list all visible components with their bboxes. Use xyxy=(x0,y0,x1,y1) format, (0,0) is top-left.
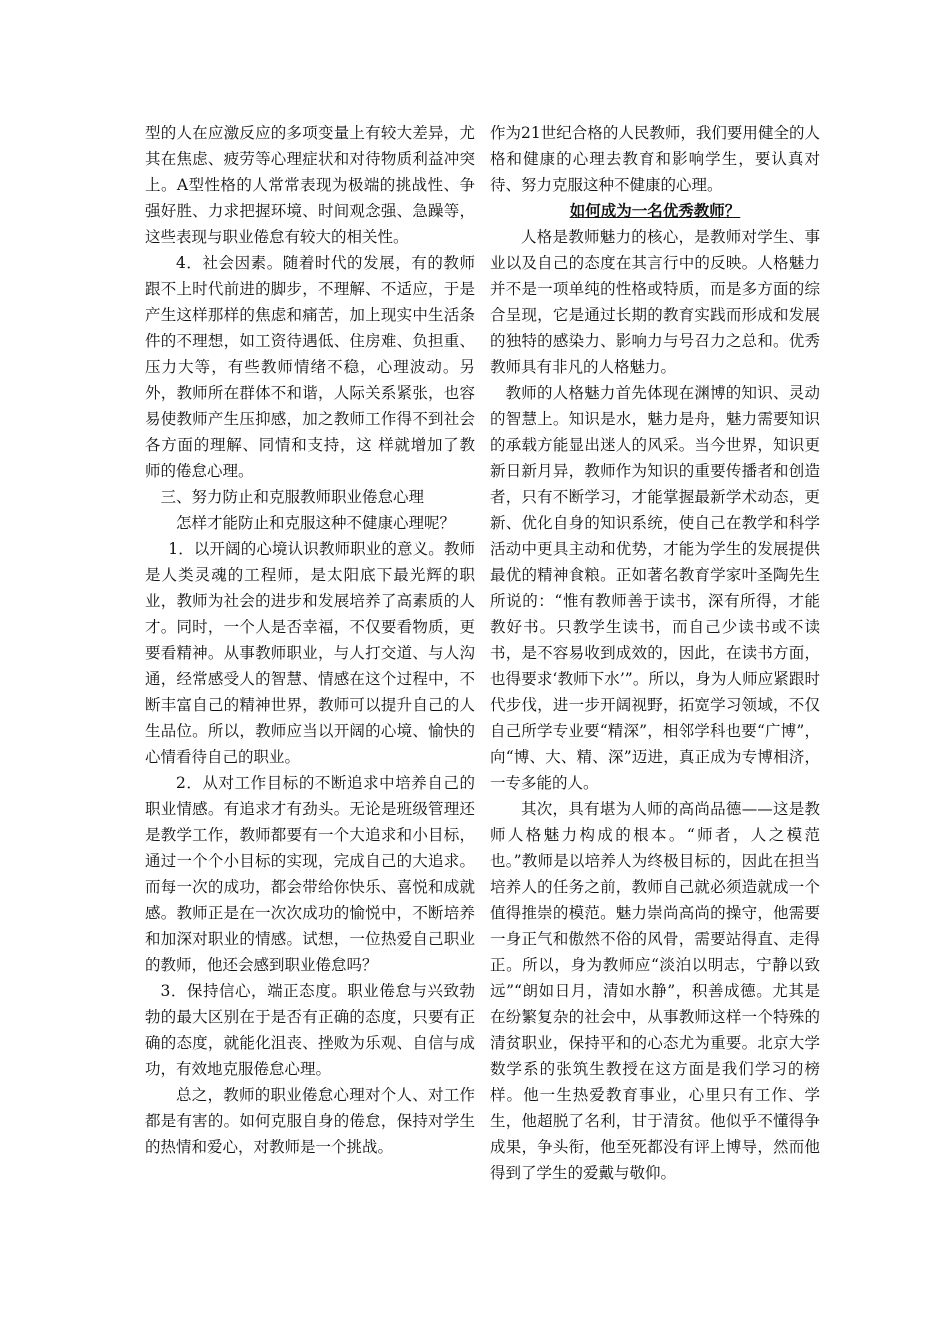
paragraph: 作为21世纪合格的人民教师，我们要用健全的人格和健康的心理去教育和影响学生，要认真对待、努力克服这种不健康的心理。 xyxy=(490,124,820,194)
paragraph: 3．保持信心，端正态度。职业倦怠与兴致勃勃的最大区别在于是否有正确的态度，只要有正确的态度，就能化沮丧、挫败为乐观、自信与成功，有效地克服倦怠心理。 xyxy=(145,982,475,1078)
right-column xyxy=(490,120,820,1186)
paragraph: 4．社会因素。随着时代的发展，有的教师跟不上时代前进的脚步，不理解、不适应，于是产生这样那样的焦虑和痛苦，加上现实中生活条件的不理想，如工资待遇低、住房难、负担重、压力大等，有些教师情绪不稳，心理波动。另外，教师所在群体不和谐，人际关系紧张，也容易使教师产生压抑感，加之教师工作得不到社会各方面的理解、同情和支持，这 样就增加了教师的倦怠心理。 xyxy=(145,254,475,480)
paragraph: 2．从对工作目标的不断追求中培养自己的职业情感。有追求才有劲头。无论是班级管理还是教学工作，教师都要有一个大追求和小目标，通过一个个小目标的实现，完成自己的大追求。而每一次的成功，都会带给你快乐、喜悦和成就感。教师正是在一次次成功的愉悦中，不断培养和加深对职业的情感。试想，一位热爱自己职业的教师，他还会感到职业倦怠吗？ xyxy=(145,774,475,974)
article-title: 如何成为一名优秀教师？ xyxy=(569,201,741,220)
paragraph: 总之，教师的职业倦怠心理对个人、对工作都是有害的。如何克服自身的倦怠，保持对学生的热情和爱心，对教师是一个挑战。 xyxy=(145,1086,475,1156)
section-heading: 三、努力防止和克服教师职业倦怠心理 xyxy=(160,488,425,506)
paragraph: 型的人在应激反应的多项变量上有较大差异，尤其在焦虑、疲劳等心理症状和对待物质利益冲突上。A型性格的人常常表现为极端的挑战性、争强好胜、力求把握环境、时间观念强、急躁等，这些表现与职业倦怠有较大的相关性。 xyxy=(145,124,475,246)
paragraph: 其次，具有堪为人师的高尚品德——这是教师人格魅力构成的根本。“师者，人之模范也。”教师是以培养人为终极目标的，因此在担当培养人的任务之前，教师自己就必须造就成一个值得推崇的模范。魅力崇尚高尚的操守，他需要一身正气和傲然不俗的风骨，需要站得直、走得正。所以，身为教师应“淡泊以明志，宁静以致远”“朗如日月，清如水静”，积善成德。尤其是在纷繁复杂的社会中，从事教师这样一个特殊的清贫职业，保持平和的心态尤为重要。北京大学数学系的张筑生教授在这方面是我们学习的榜样。他一生热爱教育事业，心里只有工作、学生，他超脱了名利，甘于清贫。他似乎不懂得争成果，争头衔，他至死都没有评上博导，然而他得到了学生的爱戴与敬仰。 xyxy=(490,800,820,1182)
paragraph: 人格是教师魅力的核心，是教师对学生、事业以及自己的态度在其言行中的反映。人格魅力并不是一项单纯的性格或特质，而是多方面的综合呈现，它是通过长期的教育实践而形成和发展的独特的感染力、影响力与号召力之总和。优秀教师具有非凡的人格魅力。 xyxy=(490,228,820,376)
left-column xyxy=(145,120,475,1160)
paragraph: 1．以开阔的心境认识教师职业的意义。教师是人类灵魂的工程师，是太阳底下最光辉的职业，教师为社会的进步和发展培养了高素质的人才。同时，一个人是否幸福，不仅要看物质，更要看精神。从事教师职业，与人打交道、与人沟通，经常感受人的智慧、情感在这个过程中，不断丰富自己的精神世界，教师可以提升自己的人生品位。所以，教师应当以开阔的心境、愉快的心情看待自己的职业。 xyxy=(145,540,475,766)
paragraph: 教师的人格魅力首先体现在渊博的知识、灵动的智慧上。知识是水，魅力是舟，魅力需要知识的承载方能显出迷人的风采。当今世界，知识更新日新月异，教师作为知识的重要传播者和创造者，只有不断学习，才能掌握最新学术动态，更新、优化自身的知识系统，使自己在教学和科学活动中更具主动和优势，才能为学生的发展提供最优的精神食粮。正如著名教育学家叶圣陶先生所说的：“惟有教师善于读书，深有所得，才能教好书。只教学生读书，而自己少读书或不读书，是不容易收到成效的，因此，在读书方面，也得要求‘教师下水’”。所以，身为人师应紧跟时代步伐，进一步开阔视野，拓宽学习领域，不仅自己所学专业要“精深”，相邻学科也要“广博”，向“博、大、精、深”迈进，真正成为专博相济，一专多能的人。 xyxy=(490,384,820,792)
paragraph: 怎样才能防止和克服这种不健康心理呢？ xyxy=(176,514,456,532)
